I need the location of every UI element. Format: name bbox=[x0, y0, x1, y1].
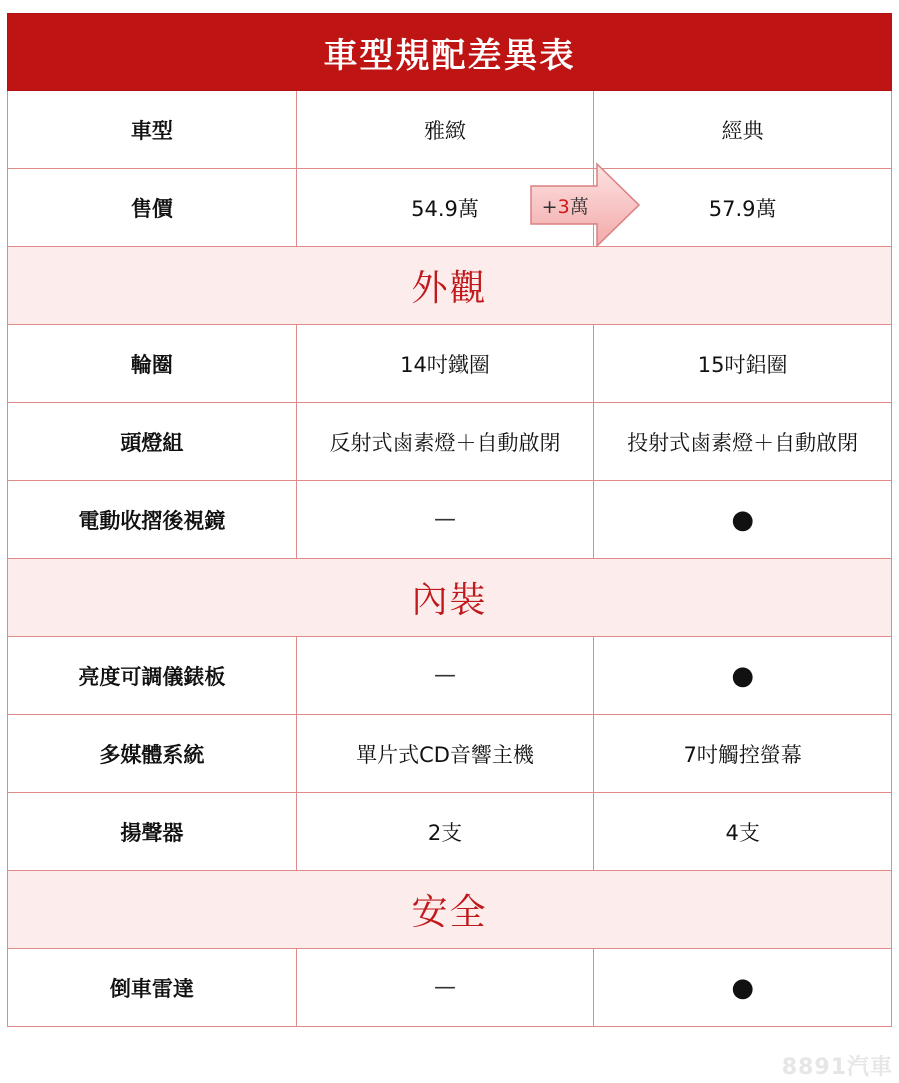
value-a: 反射式鹵素燈＋自動啟閉 bbox=[297, 403, 595, 480]
row-label: 電動收摺後視鏡 bbox=[8, 481, 297, 558]
row-label: 倒車雷達 bbox=[8, 949, 297, 1026]
spec-comparison-table bbox=[7, 13, 892, 1027]
price-b: 57.9萬 bbox=[594, 169, 892, 246]
row-label: 售價 bbox=[8, 169, 297, 246]
standard-dot-icon: ● bbox=[594, 637, 892, 714]
table-row bbox=[8, 715, 892, 793]
value-b: 4支 bbox=[594, 793, 892, 870]
row-label: 多媒體系統 bbox=[8, 715, 297, 792]
row-label: 揚聲器 bbox=[8, 793, 297, 870]
table-row bbox=[8, 793, 892, 871]
section-heading-safety: 安全 bbox=[8, 871, 892, 949]
value-b: 7吋觸控螢幕 bbox=[594, 715, 892, 792]
price-diff-label: +3萬 bbox=[541, 196, 589, 218]
value-b: 投射式鹵素燈＋自動啟閉 bbox=[594, 403, 892, 480]
standard-dot-icon: ● bbox=[594, 949, 892, 1026]
model-a-name: 雅緻 bbox=[297, 91, 595, 168]
not-available-dash: — bbox=[297, 481, 595, 558]
section-heading-interior: 內裝 bbox=[8, 559, 892, 637]
section-heading-exterior: 外觀 bbox=[8, 247, 892, 325]
price-row bbox=[8, 169, 892, 247]
standard-dot-icon: ● bbox=[594, 481, 892, 558]
value-a: 單片式CD音響主機 bbox=[297, 715, 595, 792]
row-label: 輪圈 bbox=[8, 325, 297, 402]
not-available-dash: — bbox=[297, 949, 595, 1026]
table-grid bbox=[7, 91, 892, 1027]
price-a-cell bbox=[297, 169, 595, 246]
table-row bbox=[8, 325, 892, 403]
table-row bbox=[8, 403, 892, 481]
row-label: 車型 bbox=[8, 91, 297, 168]
table-title: 車型規配差異表 bbox=[7, 13, 892, 91]
value-a: 14吋鐵圈 bbox=[297, 325, 595, 402]
table-row bbox=[8, 481, 892, 559]
table-row bbox=[8, 949, 892, 1027]
price-a: 54.9萬 bbox=[411, 196, 479, 221]
row-label: 亮度可調儀錶板 bbox=[8, 637, 297, 714]
value-b: 15吋鋁圈 bbox=[594, 325, 892, 402]
table-row bbox=[8, 637, 892, 715]
value-a: 2支 bbox=[297, 793, 595, 870]
model-b-name: 經典 bbox=[594, 91, 892, 168]
watermark-logo: 8891汽車 bbox=[781, 1055, 893, 1080]
not-available-dash: — bbox=[297, 637, 595, 714]
row-label: 頭燈組 bbox=[8, 403, 297, 480]
model-row bbox=[8, 91, 892, 169]
